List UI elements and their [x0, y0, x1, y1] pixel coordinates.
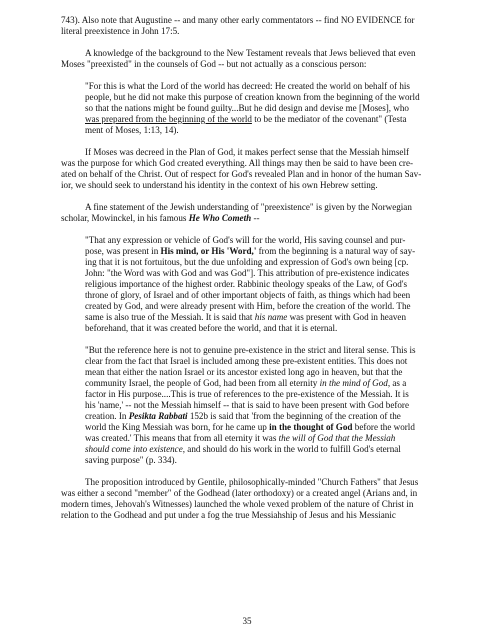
quote-line: ment of Moses, 1:13, 14).	[85, 125, 179, 135]
text-run: --	[251, 213, 260, 223]
text-line: was either a second "member" of the Godhead (later orthodoxy) or a created angel (Arians and, in	[61, 488, 418, 498]
text-line: relation to the Godhead and put under a fog the true Messiahship of Jesus and his Messianic	[61, 510, 396, 520]
quote-line: John: "the Word was with God and was God"]. This attribution of pre-existence indicates	[85, 268, 410, 278]
quote-line: saving purpose" (p. 334).	[85, 455, 177, 465]
text-line: If Moses was decreed in the Plan of God, it makes perfect sense that the Messiah himself	[85, 147, 410, 157]
quote-line	[85, 378, 406, 389]
quote-line: "But the reference here is not to genuine pre-existence in the strict and literal sense. This is	[85, 345, 416, 355]
text-line: modern times, Jehovah's Witnesses) launched the whole vexed problem of the nature of Christ in	[61, 499, 414, 509]
bold-phrase: His mind, or His 'Word,'	[160, 246, 257, 256]
page-number: 35	[242, 616, 252, 626]
quote-line: beforehand, that it was created before the world, and that it is eternal.	[85, 323, 338, 333]
text-run: world the King Messiah was born, for he came up	[85, 422, 270, 432]
text-line: The proposition introduced by Gentile, philosophically-minded "Church Fathers" that Jesus	[85, 477, 419, 487]
quote-line: "That any expression or vehicle of God's will for the world, His saving counsel and pur-	[85, 235, 406, 245]
text-line: literal preexistence in John 17:5.	[61, 26, 180, 36]
italic-phrase: in the mind of God	[319, 378, 388, 388]
text-line: A knowledge of the background to the New Testament reveals that Jews believed that even	[85, 48, 416, 58]
text-run: , and should do his work in the world to fulfill God's eternal	[182, 444, 401, 454]
bold-phrase: in the thought of God	[269, 422, 353, 432]
text-line: 743). Also note that Augustine -- and many other early commentators -- find NO EVIDENCE for	[61, 15, 415, 25]
text-run: same is also true of the Messiah. It is said that	[85, 312, 255, 322]
quote-line	[85, 411, 401, 422]
text-run: 152b is said that 'from the beginning of the creation of the	[187, 411, 401, 421]
quote-text: to be the mediator of the covenant" (Testa	[251, 114, 407, 124]
quote-line: ing that it is not fortuitous, but the due unfolding and expression of God's own being [cp.	[85, 257, 409, 267]
text-run: was created.' This means that from all eternity it was	[85, 433, 279, 443]
text-run: from the beginning is a natural way of say-	[256, 246, 416, 256]
text-line	[61, 213, 260, 224]
quote-line: religious importance of the highest order. Rabbinic theology speaks of the Law, of God's	[85, 279, 408, 289]
text-run: , as a	[387, 378, 407, 388]
text-line: A fine statement of the Jewish understanding of "preexistence" is given by the Norwegian	[85, 202, 412, 212]
quote-line: his 'name,' -- not the Messiah himself -- that is said to have been present with God before	[85, 400, 410, 410]
underlined-phrase: was prepared from the beginning of the world	[85, 114, 252, 124]
quote-line	[85, 246, 415, 257]
quote-line: so that the nations might be found guilty...But he did design and devise me [Moses], who	[85, 103, 409, 113]
text-run: before the world	[352, 422, 415, 432]
text-run: was present with God in heaven	[287, 312, 407, 322]
italic-phrase: his name	[254, 312, 288, 322]
quote-line: "For this is what the Lord of the world has decreed: He created the world on behalf of his	[85, 81, 410, 91]
text-line: ated on behalf of the Christ. Out of respect for God's revealed Plan and in honor of the human Sav-	[61, 169, 422, 179]
text-run: scholar, Mowinckel, in his famous	[61, 213, 189, 223]
text-run: creation. In	[85, 411, 129, 421]
text-run: pose, was present in	[85, 246, 161, 256]
text-line: ior, we should seek to understand his identity in the context of his own Hebrew setting.	[61, 180, 378, 190]
quote-line: mean that either the nation Israel or its ancestor existed long ago in heaven, but that the	[85, 367, 403, 377]
italic-phrase: should come into existence	[85, 444, 183, 454]
italic-phrase: the will of God that the Messiah	[278, 433, 396, 443]
book-title: He Who Cometh	[188, 213, 252, 223]
text-line: was the purpose for which God created everything. All things may then be said to have been cre-	[61, 158, 414, 168]
text-run: community Israel, the people of God, had been from all eternity	[85, 378, 320, 388]
quote-line	[85, 422, 415, 433]
text-line: Moses "preexisted" in the counsels of God -- but not actually as a conscious person:	[61, 59, 367, 69]
quote-line: factor in His purpose....This is true of references to the pre-existence of the Messiah. It is	[85, 389, 409, 399]
quote-line	[85, 312, 406, 323]
quote-line: people, but he did not make this purpose of creation known from the beginning of the world	[85, 92, 420, 102]
quote-line: throne of glory, of Israel and of other important objects of faith, as things which had been	[85, 290, 411, 300]
quote-line	[85, 114, 407, 125]
quote-line	[85, 433, 395, 444]
quote-line: clear from the fact that Israel is included among these pre-existent entities. This does not	[85, 356, 408, 366]
source-title: Pesikta Rabbati	[128, 411, 188, 421]
quote-line	[85, 444, 401, 455]
quote-line: created by God, and were already present with Him, before the creation of the world. The	[85, 301, 411, 311]
